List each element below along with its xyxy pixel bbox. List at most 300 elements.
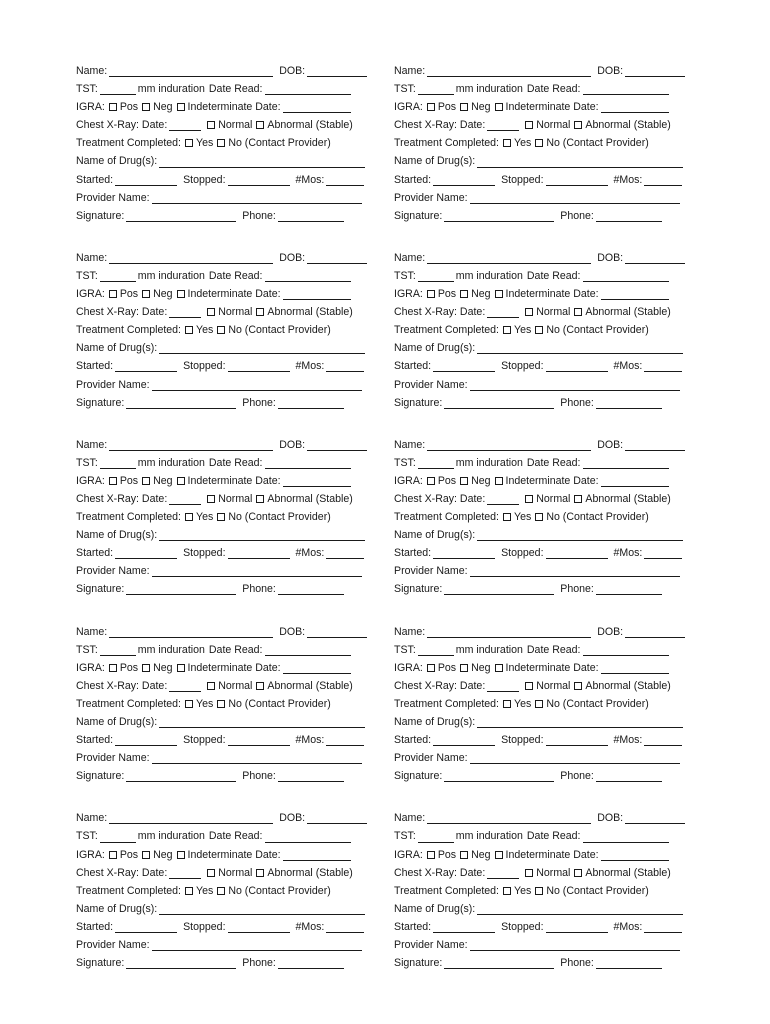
- xray-normal-checkbox[interactable]: [207, 495, 215, 503]
- treatment-yes-checkbox[interactable]: [185, 513, 193, 521]
- treatment-yes-checkbox[interactable]: [185, 326, 193, 334]
- provider-name-label: Provider Name:: [394, 939, 468, 952]
- dob-field[interactable]: [625, 626, 685, 638]
- signature-phone-row: [76, 954, 376, 972]
- no-contact-provider-label: No (Contact Provider): [228, 511, 331, 524]
- igra-indeterminate-checkbox[interactable]: [495, 477, 503, 485]
- treatment-yes-checkbox[interactable]: [503, 887, 511, 895]
- chest-xray-row: [394, 116, 694, 134]
- months-field[interactable]: [644, 921, 682, 933]
- igra-neg-checkbox[interactable]: [142, 851, 150, 859]
- chest-xray-date-field[interactable]: [487, 306, 519, 318]
- dob-label: DOB:: [279, 812, 306, 825]
- date-read-label: Date Read:: [208, 83, 263, 96]
- abnormal-stable-label: Abnormal (Stable): [267, 492, 353, 505]
- tst-label: TST:: [76, 830, 98, 843]
- name-dob-row: [76, 62, 376, 80]
- provider-name-field[interactable]: [152, 192, 362, 204]
- igra-label: IGRA:: [76, 288, 105, 301]
- normal-label: Normal: [218, 679, 253, 692]
- tst-mm-field[interactable]: [418, 83, 454, 95]
- xray-abnormal-checkbox[interactable]: [574, 682, 582, 690]
- months-field[interactable]: [644, 734, 682, 746]
- name-dob-row: [76, 623, 376, 641]
- normal-label: Normal: [218, 306, 253, 319]
- name-of-drugs-label: Name of Drug(s):: [394, 342, 476, 355]
- igra-indeterminate-checkbox[interactable]: [495, 290, 503, 298]
- igra-label: IGRA:: [394, 661, 423, 674]
- xray-normal-checkbox[interactable]: [525, 121, 533, 129]
- date-read-field[interactable]: [583, 270, 669, 282]
- igra-pos-checkbox[interactable]: [427, 851, 435, 859]
- signature-field[interactable]: [444, 957, 554, 969]
- igra-indeterminate-checkbox[interactable]: [177, 851, 185, 859]
- xray-normal-checkbox[interactable]: [525, 869, 533, 877]
- phone-label: Phone:: [560, 770, 594, 783]
- stopped-field[interactable]: [546, 547, 608, 559]
- name-label: Name:: [394, 812, 426, 825]
- igra-indeterminate-checkbox[interactable]: [495, 851, 503, 859]
- stopped-field[interactable]: [228, 921, 290, 933]
- tst-mm-field[interactable]: [100, 644, 136, 656]
- name-field[interactable]: [109, 252, 273, 264]
- stopped-field[interactable]: [228, 174, 290, 186]
- indeterminate-date-label: Indeterminate Date:: [187, 474, 281, 487]
- started-stopped-row: [394, 544, 694, 562]
- months-label: #Mos:: [295, 173, 325, 186]
- months-field[interactable]: [326, 547, 364, 559]
- signature-field[interactable]: [444, 770, 554, 782]
- igra-date-field[interactable]: [283, 849, 351, 861]
- chest-xray-date-field[interactable]: [487, 680, 519, 692]
- date-read-label: Date Read:: [208, 269, 263, 282]
- date-read-field[interactable]: [265, 270, 351, 282]
- igra-date-field[interactable]: [601, 475, 669, 487]
- provider-name-field[interactable]: [152, 379, 362, 391]
- signature-label: Signature:: [76, 396, 125, 409]
- drugs-field[interactable]: [159, 156, 365, 168]
- drugs-field[interactable]: [159, 342, 365, 354]
- xray-normal-checkbox[interactable]: [207, 308, 215, 316]
- date-read-field[interactable]: [265, 457, 351, 469]
- xray-abnormal-checkbox[interactable]: [574, 495, 582, 503]
- name-field[interactable]: [427, 65, 591, 77]
- dob-field[interactable]: [625, 252, 685, 264]
- chest-xray-date-field[interactable]: [169, 680, 201, 692]
- months-field[interactable]: [326, 360, 364, 372]
- tst-mm-field[interactable]: [100, 270, 136, 282]
- igra-neg-checkbox[interactable]: [142, 477, 150, 485]
- igra-neg-checkbox[interactable]: [142, 290, 150, 298]
- chest-xray-date-label: Chest X-Ray: Date:: [76, 492, 168, 505]
- treatment-no-checkbox[interactable]: [535, 326, 543, 334]
- igra-row: [76, 98, 376, 116]
- signature-field[interactable]: [126, 957, 236, 969]
- chest-xray-date-field[interactable]: [169, 493, 201, 505]
- provider-row: [76, 189, 376, 207]
- tst-mm-field[interactable]: [418, 270, 454, 282]
- treatment-yes-checkbox[interactable]: [503, 700, 511, 708]
- date-read-field[interactable]: [583, 644, 669, 656]
- date-read-field[interactable]: [265, 831, 351, 843]
- xray-abnormal-checkbox[interactable]: [256, 682, 264, 690]
- tst-label: TST:: [76, 269, 98, 282]
- igra-neg-checkbox[interactable]: [142, 103, 150, 111]
- xray-normal-checkbox[interactable]: [207, 682, 215, 690]
- name-of-drugs-label: Name of Drug(s):: [76, 529, 158, 542]
- xray-normal-checkbox[interactable]: [207, 121, 215, 129]
- treatment-no-checkbox[interactable]: [217, 326, 225, 334]
- xray-abnormal-checkbox[interactable]: [574, 121, 582, 129]
- dob-field[interactable]: [307, 65, 367, 77]
- drugs-row: [394, 713, 694, 731]
- neg-label: Neg: [153, 101, 173, 114]
- started-field[interactable]: [115, 547, 177, 559]
- tst-row: [76, 827, 376, 845]
- started-field[interactable]: [115, 360, 177, 372]
- provider-name-field[interactable]: [152, 565, 362, 577]
- name-field[interactable]: [427, 812, 591, 824]
- months-field[interactable]: [326, 921, 364, 933]
- chest-xray-date-field[interactable]: [169, 867, 201, 879]
- treatment-no-checkbox[interactable]: [535, 139, 543, 147]
- phone-label: Phone:: [560, 209, 594, 222]
- stopped-field[interactable]: [228, 360, 290, 372]
- igra-pos-checkbox[interactable]: [109, 290, 117, 298]
- xray-normal-checkbox[interactable]: [525, 682, 533, 690]
- treatment-completed-label: Treatment Completed:: [76, 137, 182, 150]
- tst-row: [394, 80, 694, 98]
- xray-abnormal-checkbox[interactable]: [256, 121, 264, 129]
- no-contact-provider-label: No (Contact Provider): [546, 324, 649, 337]
- stopped-label: Stopped:: [183, 547, 226, 560]
- date-read-label: Date Read:: [208, 830, 263, 843]
- dob-field[interactable]: [625, 812, 685, 824]
- signature-field[interactable]: [126, 583, 236, 595]
- stopped-field[interactable]: [228, 547, 290, 559]
- xray-normal-checkbox[interactable]: [207, 869, 215, 877]
- xray-abnormal-checkbox[interactable]: [574, 308, 582, 316]
- igra-date-field[interactable]: [601, 849, 669, 861]
- drugs-field[interactable]: [159, 529, 365, 541]
- treatment-completed-label: Treatment Completed:: [394, 324, 500, 337]
- chest-xray-date-field[interactable]: [169, 119, 201, 131]
- igra-pos-checkbox[interactable]: [427, 477, 435, 485]
- name-field[interactable]: [109, 626, 273, 638]
- igra-date-field[interactable]: [283, 475, 351, 487]
- drugs-field[interactable]: [477, 716, 683, 728]
- treatment-yes-checkbox[interactable]: [185, 700, 193, 708]
- drugs-row: [76, 339, 376, 357]
- provider-name-field[interactable]: [470, 379, 680, 391]
- chest-xray-date-field[interactable]: [487, 867, 519, 879]
- months-field[interactable]: [644, 547, 682, 559]
- treatment-yes-checkbox[interactable]: [185, 139, 193, 147]
- signature-field[interactable]: [444, 583, 554, 595]
- igra-pos-checkbox[interactable]: [427, 290, 435, 298]
- date-read-field[interactable]: [265, 644, 351, 656]
- tb-record-card: [394, 436, 694, 599]
- igra-indeterminate-checkbox[interactable]: [495, 664, 503, 672]
- tst-mm-field[interactable]: [100, 83, 136, 95]
- drugs-field[interactable]: [477, 342, 683, 354]
- date-read-label: Date Read:: [526, 269, 581, 282]
- dob-field[interactable]: [307, 812, 367, 824]
- dob-field[interactable]: [625, 439, 685, 451]
- provider-name-field[interactable]: [470, 192, 680, 204]
- name-field[interactable]: [109, 439, 273, 451]
- phone-field[interactable]: [278, 957, 344, 969]
- igra-label: IGRA:: [76, 848, 105, 861]
- chest-xray-date-field[interactable]: [487, 493, 519, 505]
- started-field[interactable]: [433, 547, 495, 559]
- phone-field[interactable]: [596, 397, 662, 409]
- dob-label: DOB:: [279, 438, 306, 451]
- igra-indeterminate-checkbox[interactable]: [177, 290, 185, 298]
- igra-indeterminate-checkbox[interactable]: [495, 103, 503, 111]
- pos-label: Pos: [119, 474, 139, 487]
- igra-indeterminate-checkbox[interactable]: [177, 103, 185, 111]
- started-field[interactable]: [433, 921, 495, 933]
- igra-neg-checkbox[interactable]: [460, 290, 468, 298]
- treatment-no-checkbox[interactable]: [217, 887, 225, 895]
- name-field[interactable]: [427, 252, 591, 264]
- tst-mm-field[interactable]: [418, 644, 454, 656]
- stopped-label: Stopped:: [501, 173, 544, 186]
- xray-normal-checkbox[interactable]: [525, 308, 533, 316]
- igra-date-field[interactable]: [283, 101, 351, 113]
- treatment-yes-checkbox[interactable]: [503, 513, 511, 521]
- xray-abnormal-checkbox[interactable]: [256, 869, 264, 877]
- neg-label: Neg: [153, 661, 173, 674]
- treatment-no-checkbox[interactable]: [535, 700, 543, 708]
- pos-label: Pos: [119, 101, 139, 114]
- stopped-field[interactable]: [546, 734, 608, 746]
- igra-label: IGRA:: [394, 474, 423, 487]
- drugs-row: [76, 152, 376, 170]
- provider-name-label: Provider Name:: [76, 565, 150, 578]
- normal-label: Normal: [536, 492, 571, 505]
- date-read-field[interactable]: [265, 83, 351, 95]
- provider-name-field[interactable]: [470, 565, 680, 577]
- igra-neg-checkbox[interactable]: [460, 103, 468, 111]
- igra-indeterminate-checkbox[interactable]: [177, 477, 185, 485]
- igra-pos-checkbox[interactable]: [109, 103, 117, 111]
- provider-name-field[interactable]: [152, 939, 362, 951]
- igra-pos-checkbox[interactable]: [109, 477, 117, 485]
- indeterminate-date-label: Indeterminate Date:: [505, 661, 599, 674]
- treatment-yes-checkbox[interactable]: [503, 139, 511, 147]
- months-field[interactable]: [326, 174, 364, 186]
- dob-label: DOB:: [279, 625, 306, 638]
- mm-induration-label: mm induration: [137, 456, 205, 469]
- months-label: #Mos:: [613, 360, 643, 373]
- igra-neg-checkbox[interactable]: [460, 851, 468, 859]
- started-field[interactable]: [115, 734, 177, 746]
- signature-field[interactable]: [126, 210, 236, 222]
- signature-label: Signature:: [394, 957, 443, 970]
- provider-name-label: Provider Name:: [394, 565, 468, 578]
- treatment-no-checkbox[interactable]: [217, 513, 225, 521]
- igra-date-field[interactable]: [283, 288, 351, 300]
- igra-row: [394, 846, 694, 864]
- provider-name-field[interactable]: [152, 752, 362, 764]
- igra-date-field[interactable]: [601, 101, 669, 113]
- igra-pos-checkbox[interactable]: [109, 851, 117, 859]
- igra-date-field[interactable]: [283, 662, 351, 674]
- chest-xray-date-label: Chest X-Ray: Date:: [394, 306, 486, 319]
- abnormal-stable-label: Abnormal (Stable): [267, 306, 353, 319]
- dob-field[interactable]: [307, 626, 367, 638]
- stopped-field[interactable]: [228, 734, 290, 746]
- igra-pos-checkbox[interactable]: [427, 664, 435, 672]
- phone-field[interactable]: [596, 770, 662, 782]
- provider-name-field[interactable]: [470, 752, 680, 764]
- dob-field[interactable]: [307, 252, 367, 264]
- signature-field[interactable]: [126, 397, 236, 409]
- treatment-no-checkbox[interactable]: [217, 700, 225, 708]
- signature-label: Signature:: [394, 209, 443, 222]
- signature-field[interactable]: [126, 770, 236, 782]
- igra-row: [76, 659, 376, 677]
- treatment-no-checkbox[interactable]: [217, 139, 225, 147]
- igra-pos-checkbox[interactable]: [109, 664, 117, 672]
- started-field[interactable]: [433, 734, 495, 746]
- chest-xray-date-field[interactable]: [169, 306, 201, 318]
- tst-row: [394, 641, 694, 659]
- provider-name-field[interactable]: [470, 939, 680, 951]
- igra-label: IGRA:: [394, 288, 423, 301]
- date-read-field[interactable]: [583, 831, 669, 843]
- indeterminate-date-label: Indeterminate Date:: [187, 848, 281, 861]
- chest-xray-date-field[interactable]: [487, 119, 519, 131]
- stopped-field[interactable]: [546, 921, 608, 933]
- name-field[interactable]: [109, 812, 273, 824]
- igra-neg-checkbox[interactable]: [142, 664, 150, 672]
- igra-pos-checkbox[interactable]: [427, 103, 435, 111]
- pos-label: Pos: [437, 661, 457, 674]
- treatment-completed-row: [394, 695, 694, 713]
- igra-neg-checkbox[interactable]: [460, 477, 468, 485]
- igra-date-field[interactable]: [601, 662, 669, 674]
- stopped-field[interactable]: [546, 174, 608, 186]
- drugs-field[interactable]: [159, 903, 365, 915]
- tst-mm-field[interactable]: [100, 457, 136, 469]
- tst-row: [394, 454, 694, 472]
- date-read-field[interactable]: [583, 83, 669, 95]
- dob-field[interactable]: [625, 65, 685, 77]
- drugs-field[interactable]: [477, 156, 683, 168]
- no-contact-provider-label: No (Contact Provider): [228, 884, 331, 897]
- igra-neg-checkbox[interactable]: [460, 664, 468, 672]
- dob-field[interactable]: [307, 439, 367, 451]
- signature-field[interactable]: [444, 397, 554, 409]
- tb-record-card: [76, 249, 376, 412]
- drugs-field[interactable]: [159, 716, 365, 728]
- treatment-completed-label: Treatment Completed:: [394, 884, 500, 897]
- started-field[interactable]: [433, 360, 495, 372]
- months-field[interactable]: [644, 174, 682, 186]
- name-field[interactable]: [109, 65, 273, 77]
- abnormal-stable-label: Abnormal (Stable): [267, 679, 353, 692]
- igra-row: [76, 846, 376, 864]
- signature-label: Signature:: [394, 583, 443, 596]
- provider-row: [394, 749, 694, 767]
- months-field[interactable]: [644, 360, 682, 372]
- date-read-field[interactable]: [583, 457, 669, 469]
- stopped-label: Stopped:: [501, 360, 544, 373]
- provider-row: [76, 376, 376, 394]
- yes-label: Yes: [514, 511, 532, 524]
- months-field[interactable]: [326, 734, 364, 746]
- tst-label: TST:: [394, 269, 416, 282]
- started-field[interactable]: [433, 174, 495, 186]
- no-contact-provider-label: No (Contact Provider): [228, 324, 331, 337]
- phone-label: Phone:: [242, 957, 276, 970]
- treatment-yes-checkbox[interactable]: [185, 887, 193, 895]
- tst-row: [76, 641, 376, 659]
- signature-label: Signature:: [76, 209, 125, 222]
- igra-date-field[interactable]: [601, 288, 669, 300]
- date-read-label: Date Read:: [208, 456, 263, 469]
- name-field[interactable]: [427, 439, 591, 451]
- phone-field[interactable]: [278, 770, 344, 782]
- signature-field[interactable]: [444, 210, 554, 222]
- treatment-no-checkbox[interactable]: [535, 513, 543, 521]
- treatment-yes-checkbox[interactable]: [503, 326, 511, 334]
- form-grid: [76, 62, 706, 972]
- xray-normal-checkbox[interactable]: [525, 495, 533, 503]
- phone-field[interactable]: [596, 957, 662, 969]
- tst-mm-field[interactable]: [418, 457, 454, 469]
- phone-field[interactable]: [278, 397, 344, 409]
- drugs-field[interactable]: [477, 903, 683, 915]
- neg-label: Neg: [153, 848, 173, 861]
- tst-mm-field[interactable]: [100, 831, 136, 843]
- igra-indeterminate-checkbox[interactable]: [177, 664, 185, 672]
- name-of-drugs-label: Name of Drug(s):: [394, 529, 476, 542]
- drugs-field[interactable]: [477, 529, 683, 541]
- chest-xray-row: [394, 303, 694, 321]
- tst-label: TST:: [76, 456, 98, 469]
- stopped-field[interactable]: [546, 360, 608, 372]
- xray-abnormal-checkbox[interactable]: [256, 308, 264, 316]
- pos-label: Pos: [119, 288, 139, 301]
- name-field[interactable]: [427, 626, 591, 638]
- treatment-completed-row: [76, 134, 376, 152]
- tb-record-card: [76, 809, 376, 972]
- tb-record-card: [394, 623, 694, 786]
- phone-field[interactable]: [278, 210, 344, 222]
- xray-abnormal-checkbox[interactable]: [256, 495, 264, 503]
- igra-label: IGRA:: [394, 848, 423, 861]
- started-field[interactable]: [115, 921, 177, 933]
- phone-field[interactable]: [596, 583, 662, 595]
- indeterminate-date-label: Indeterminate Date:: [187, 661, 281, 674]
- phone-field[interactable]: [278, 583, 344, 595]
- mm-induration-label: mm induration: [137, 83, 205, 96]
- no-contact-provider-label: No (Contact Provider): [228, 697, 331, 710]
- phone-field[interactable]: [596, 210, 662, 222]
- name-label: Name:: [394, 438, 426, 451]
- neg-label: Neg: [153, 474, 173, 487]
- tst-mm-field[interactable]: [418, 831, 454, 843]
- started-field[interactable]: [115, 174, 177, 186]
- treatment-completed-label: Treatment Completed:: [394, 511, 500, 524]
- xray-abnormal-checkbox[interactable]: [574, 869, 582, 877]
- treatment-no-checkbox[interactable]: [535, 887, 543, 895]
- indeterminate-date-label: Indeterminate Date:: [505, 474, 599, 487]
